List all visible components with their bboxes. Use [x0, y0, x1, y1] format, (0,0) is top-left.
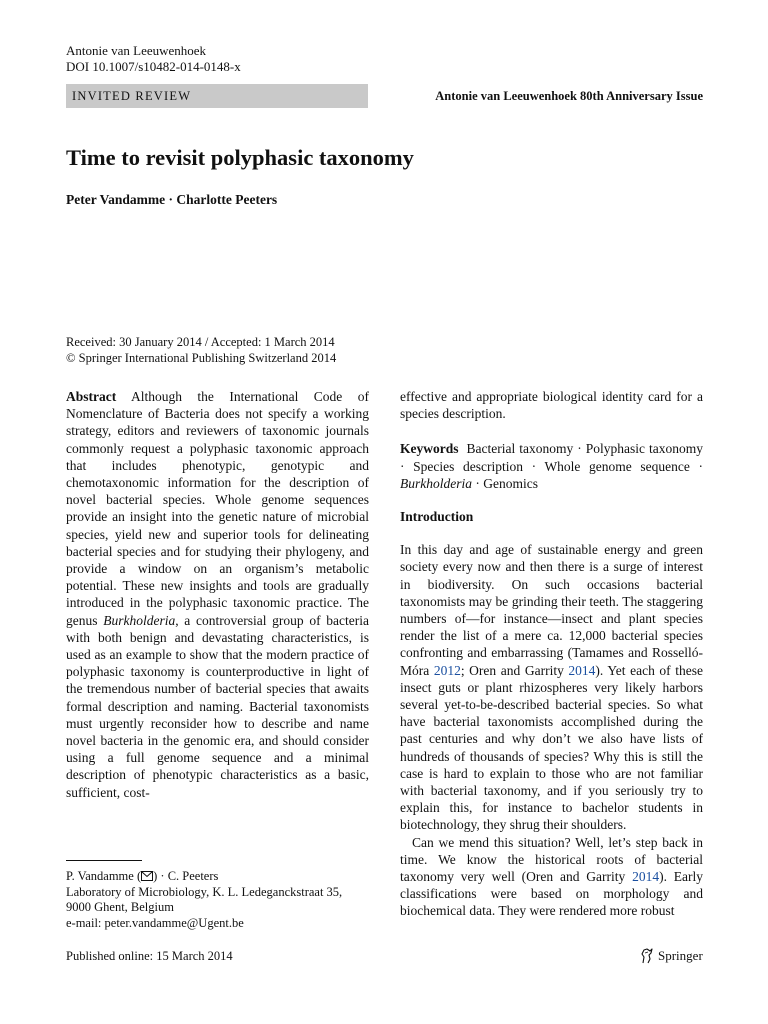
keywords [400, 440, 703, 492]
introduction-paragraph-1 [400, 541, 703, 833]
issue-label: Antonie van Leeuwenhoek 80th Anniversary Issue [435, 89, 703, 103]
journal-name: Antonie van Leeuwenhoek [66, 43, 207, 58]
intro-text-2b: ). Early classifications were based on morphology and biochemical data. They were rendered more robust [400, 869, 703, 919]
abstract-text-1: Although the International Code of Nomenclature of Bacteria does not specify a working strategy, editors and reviewers of taxonomic journals commonly request a polyphasic taxonomic approach that includes phenotypic, genotypic and chemotaxonomic information for the description of novel bacterial species. Whole genome sequences provide an insight into the genetic nature of microbial species, yield new and superior tools for delineating bacterial species and for studying their phylogeny, and provide a window on an organism’s metabolic potential. These new insights and tools are gradually introduced in the polyphasic taxonomic practice. The genus [66, 389, 369, 628]
keywords-label: Keywords [400, 441, 459, 457]
journal-info [66, 43, 241, 75]
corr-name-a: P. Vandamme ( [66, 869, 142, 883]
introduction-paragraph-2 [400, 834, 703, 920]
affiliation-city: 9000 Ghent, Belgium [66, 900, 174, 915]
footnote-rule [66, 860, 142, 861]
abstract-label: Abstract [66, 389, 117, 404]
citation-link[interactable]: 2014 [632, 869, 660, 885]
doi-link[interactable]: DOI 10.1007/s10482-014-0148-x [66, 59, 241, 74]
abstract-continued: effective and appropriate biological identity card for a species description. [400, 389, 703, 422]
intro-text-2a: Can we mend this situation? Well, let’s step back in time. We know the historical roots of bacterial taxonomy very well (Oren and Garrity [400, 834, 703, 885]
envelope-icon [141, 871, 153, 881]
published-date: Published online: 15 March 2014 [66, 949, 233, 963]
abstract [66, 388, 369, 801]
left-column [66, 388, 369, 801]
intro-text-1c: ). Yet each of these insect guts or plant rhizospheres very likely harbors several yet-to-be-described bacterial species. So what have bacterial taxonomists accomplished during the past centuries and why don’t we also have lists of hundreds of thousands of species? Why this is still the case is hard to explain to those who are not familiar with bacterial taxonomy, and if you seriously try to explain this, for instance to bachelor students in biotechnology, they shrug their shoulders. [400, 662, 703, 833]
email-link[interactable]: e-mail: peter.vandamme@Ugent.be [66, 915, 244, 930]
correspondence [66, 869, 342, 931]
right-column [400, 388, 703, 920]
abstract-genus: Burkholderia [103, 612, 176, 628]
article-type-banner: INVITED REVIEW [66, 84, 368, 108]
introduction-heading: Introduction [400, 509, 474, 525]
citation-link[interactable]: 2014 [568, 662, 596, 678]
publisher-name: Springer [658, 948, 703, 963]
article-title: Time to revisit polyphasic taxonomy [66, 145, 414, 170]
springer-horse-icon [640, 948, 654, 964]
copyright: © Springer International Publishing Switzerland 2014 [66, 351, 337, 365]
keywords-text-1: Bacterial taxonomy · Polyphasic taxonomy · Species description · Whole genome sequence · [400, 441, 703, 474]
abstract-text-2: , a controversial group of bacteria with both benign and devastating characteristics, is used as an example to show that the modern practice of polyphasic taxonomy is counterproductive in light of the tremendous number of bacterial species that awaits formal description and naming. Bacterial taxonomists must urgently reconsider how to describe and name novel bacteria in the genomic era, and should consider using a full genome sequence and a minimal description of phenotypic characteristics as a basic, sufficient, cost- [66, 612, 370, 800]
keywords-text-2: · Genomics [472, 475, 538, 491]
citation-link[interactable]: 2012 [433, 662, 461, 678]
correspondence-names [66, 869, 342, 885]
keywords-genus: Burkholderia [400, 475, 472, 491]
authors: Peter Vandamme · Charlotte Peeters [66, 192, 278, 207]
article-dates [66, 334, 336, 366]
corr-name-b: ) · C. Peeters [153, 869, 219, 883]
intro-text-1b: ; Oren and Garrity [460, 662, 569, 678]
intro-text-1a: In this day and age of sustainable energy and green society every now and then there is a surge of interest in biodiversity. On such occasions bacterial taxonomists may be grinding their teeth. The staggering numbers of—for instance—insect and plant species render the list of a mere ca. 12,000 bacterial species confronting and embarrassing (Tamames and Rosselló-Móra [400, 542, 703, 678]
publisher-logo [640, 948, 703, 964]
received-accepted: Received: 30 January 2014 / Accepted: 1 March 2014 [66, 335, 335, 349]
affiliation: Laboratory of Microbiology, K. L. Ledeganckstraat 35, [66, 884, 343, 899]
